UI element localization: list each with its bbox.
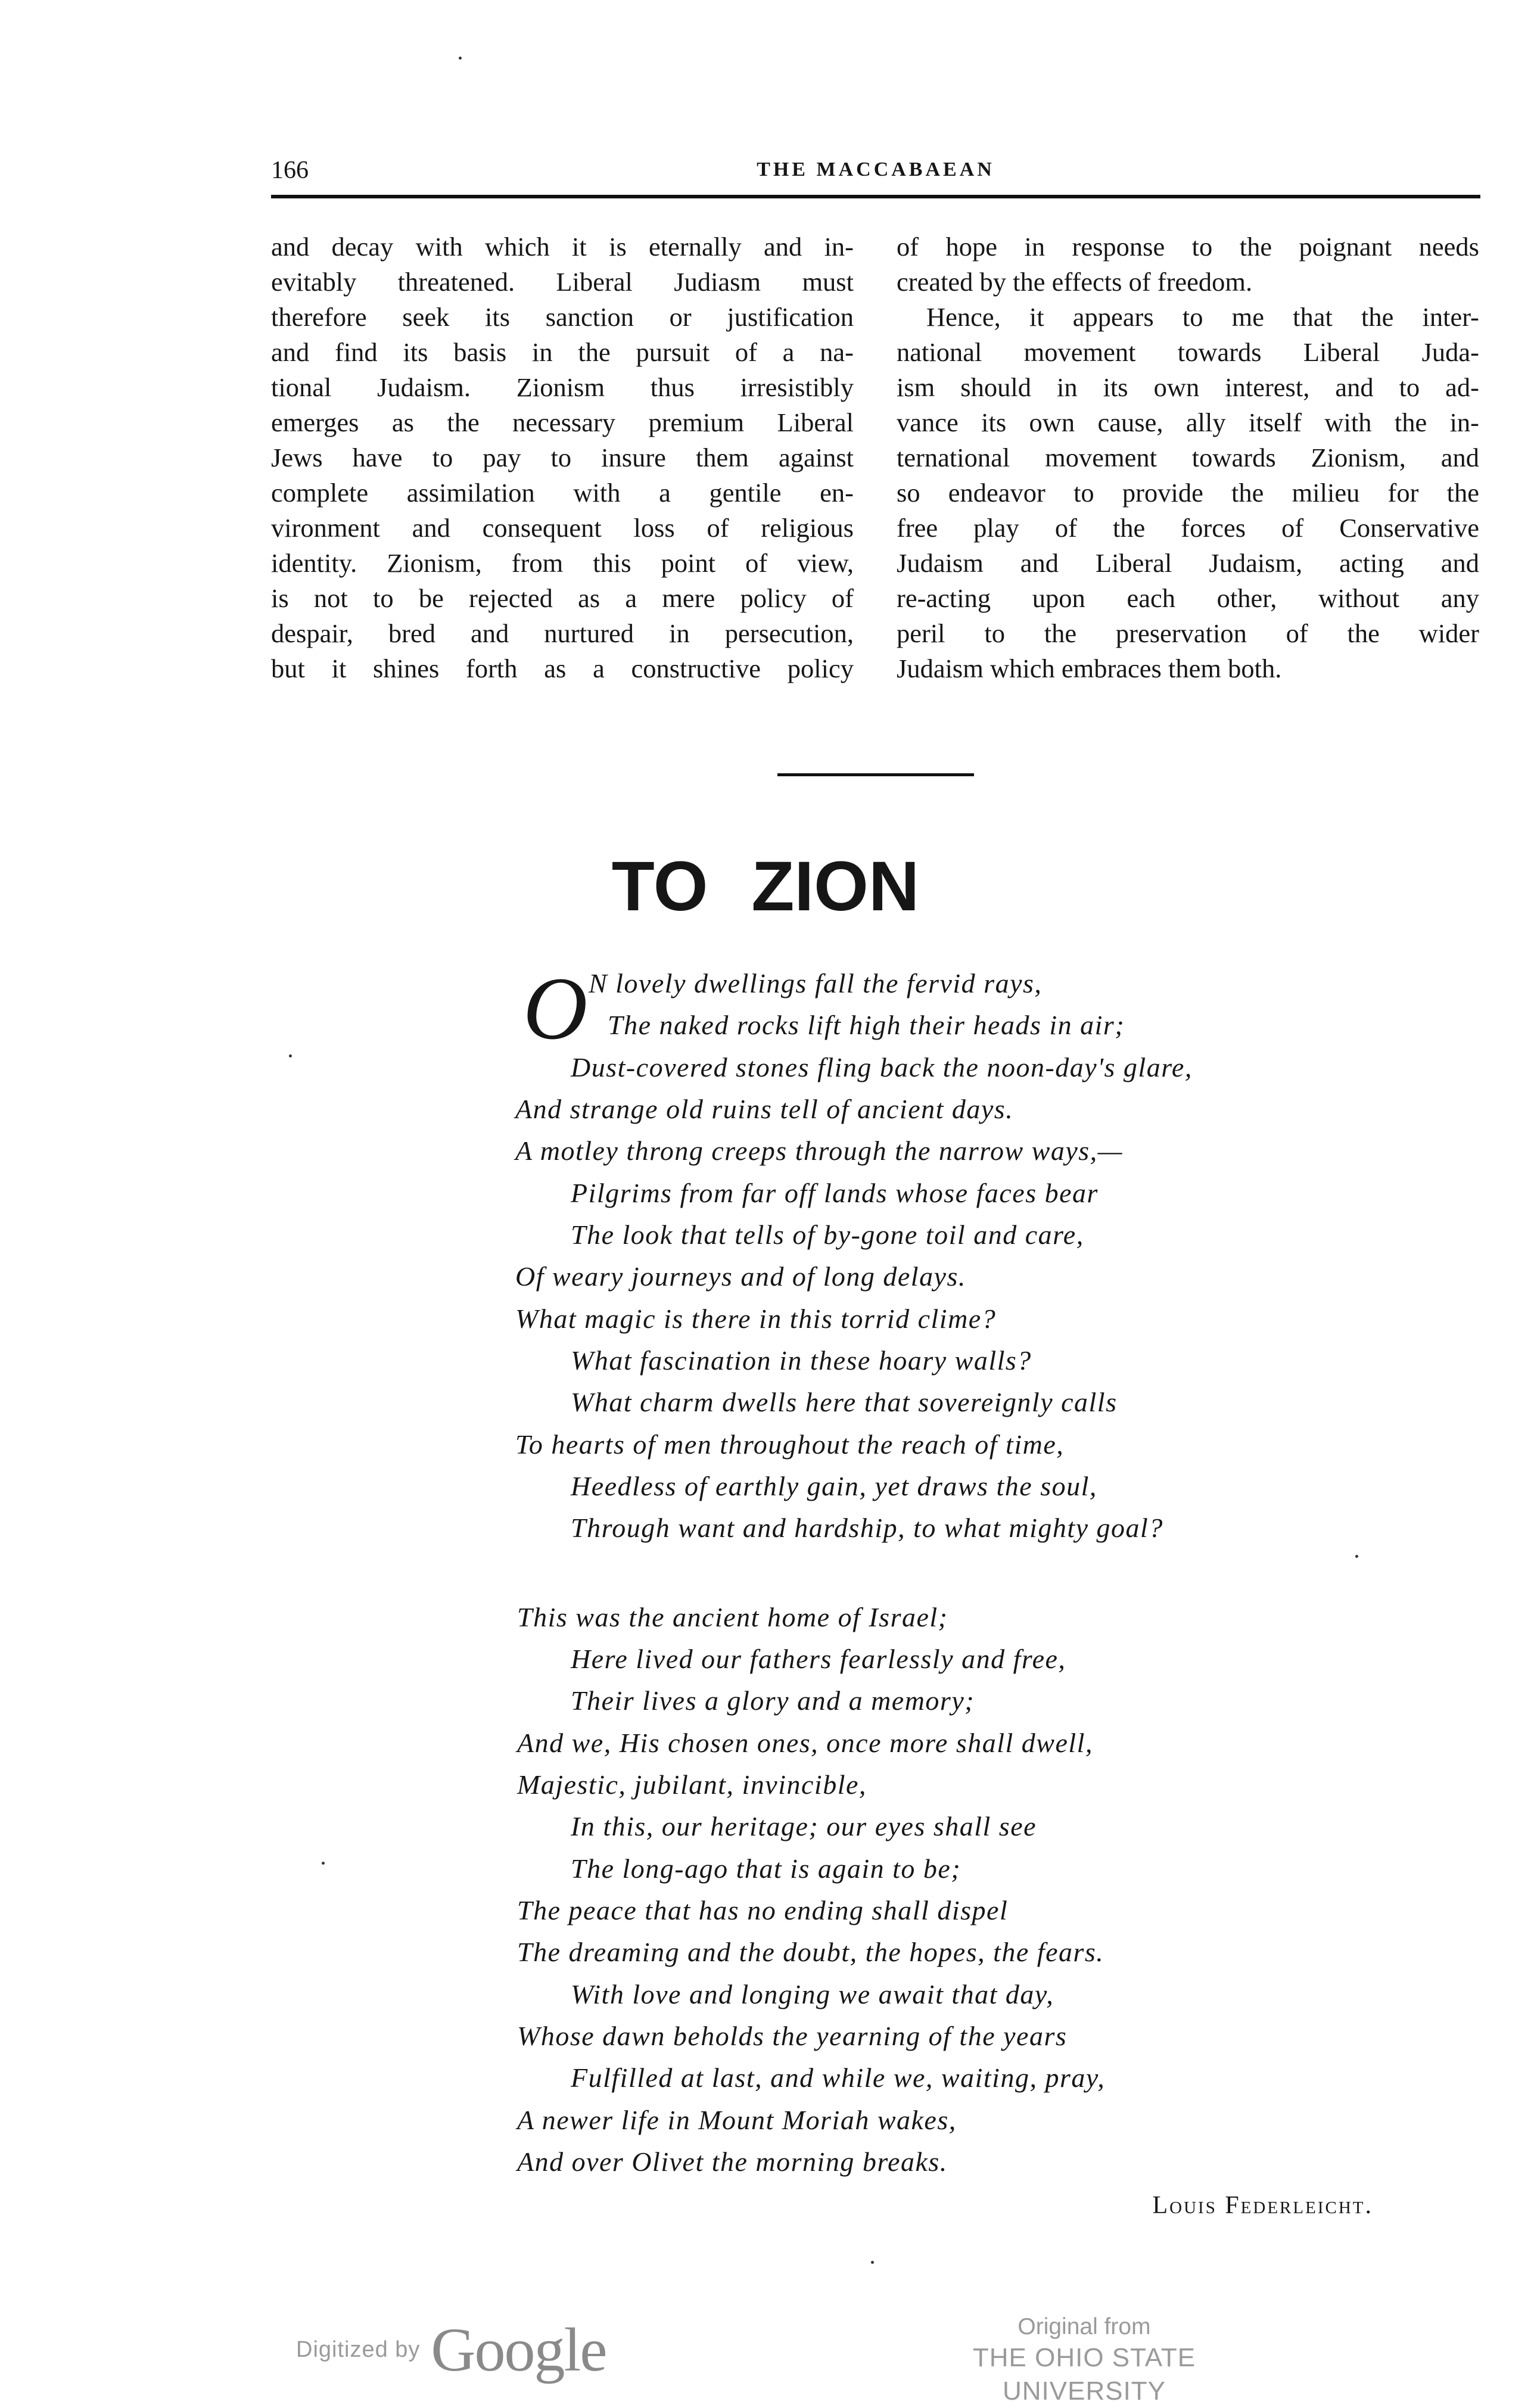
poem-line: The look that tells of by-gone toil and care, xyxy=(571,1219,1084,1250)
text-line: of hope in response to the poignant needs xyxy=(897,232,1479,262)
text-line: ism should in its own interest, and to ad- xyxy=(897,372,1479,402)
poem-line: A newer life in Mount Moriah wakes, xyxy=(517,2105,957,2135)
text-line: free play of the forces of Conservative xyxy=(897,513,1479,543)
poem-line: Whose dawn beholds the yearning of the years xyxy=(517,2021,1068,2051)
poem-line: The long-ago that is again to be; xyxy=(571,1853,961,1884)
text-line: Jews have to pay to insure them against xyxy=(271,443,854,472)
text-line: emerges as the necessary premium Liberal xyxy=(271,407,854,437)
poem-line: What fascination in these hoary walls? xyxy=(571,1345,1032,1376)
text-line: peril to the preservation of the wider xyxy=(897,618,1479,648)
text-line: tional Judaism. Zionism thus irresistibly xyxy=(271,372,854,402)
poem-line: This was the ancient home of Israel; xyxy=(517,1602,948,1632)
text-line: but it shines forth as a constructive policy xyxy=(271,654,854,683)
poem-line: And strange old ruins tell of ancient days. xyxy=(515,1094,1014,1124)
poem-line: To hearts of men throughout the reach of time, xyxy=(515,1429,1065,1460)
poem-line: Heedless of earthly gain, yet draws the soul, xyxy=(571,1471,1097,1501)
poem-line: And we, His chosen ones, once more shall dwell, xyxy=(517,1728,1093,1758)
scan-speck xyxy=(289,1054,292,1057)
poem-line: In this, our heritage; our eyes shall see xyxy=(571,1811,1037,1841)
text-line: vance its own cause, ally itself with the in- xyxy=(897,407,1479,437)
text-line: therefore seek its sanction or justification xyxy=(271,302,854,332)
text-line: Hence, it appears to me that the inter- xyxy=(926,302,1479,332)
scan-speck xyxy=(459,57,462,60)
text-line: created by the effects of freedom. xyxy=(897,267,1253,297)
google-logo: Google xyxy=(431,2316,606,2384)
poem-line: Here lived our fathers fearlessly and free, xyxy=(571,1644,1066,1674)
poem-line: A motley throng creeps through the narrow ways,— xyxy=(515,1135,1124,1166)
text-line: complete assimilation with a gentile en- xyxy=(271,478,854,508)
poem-line: With love and longing we await that day, xyxy=(571,1979,1054,2009)
text-line: and find its basis in the pursuit of a na- xyxy=(271,337,854,367)
poem-line: Dust-covered stones fling back the noon-day's glare, xyxy=(571,1052,1193,1082)
poem-line: Pilgrims from far off lands whose faces bear xyxy=(571,1178,1099,1208)
text-line: so endeavor to provide the milieu for the xyxy=(897,478,1479,508)
text-line: evitably threatened. Liberal Judiasm must xyxy=(271,267,854,297)
poem-title: TO ZION xyxy=(611,847,920,926)
text-line: despair, bred and nurtured in persecution, xyxy=(271,618,854,648)
page-number: 166 xyxy=(271,157,309,184)
scan-speck xyxy=(322,1862,325,1865)
drop-cap: O xyxy=(523,959,588,1058)
poem-line: What magic is there in this torrid clime? xyxy=(515,1303,997,1334)
running-head: THE MACCABAEAN xyxy=(757,158,995,181)
poem-line: Fulfilled at last, and while we, waiting, pray, xyxy=(571,2062,1106,2093)
text-line: is not to be rejected as a mere policy of xyxy=(271,583,854,613)
poem-line: Majestic, jubilant, invincible, xyxy=(517,1769,867,1800)
institution-name: THE OHIO STATE UNIVERSITY xyxy=(972,2343,1196,2406)
poem-line: And over Olivet the morning breaks. xyxy=(517,2146,948,2177)
poem-line: Their lives a glory and a memory; xyxy=(571,1685,975,1716)
original-from-label: Original from xyxy=(1017,2314,1151,2339)
poem-line: Through want and hardship, to what mighty goal? xyxy=(571,1513,1163,1543)
text-line: and decay with which it is eternally and in- xyxy=(271,232,854,262)
poem-line: What charm dwells here that sovereignly calls xyxy=(571,1387,1118,1417)
text-line: re-acting upon each other, without any xyxy=(897,583,1479,613)
poem-line: N lovely dwellings fall the fervid rays, xyxy=(589,968,1043,998)
poem-author: Louis Federleicht. xyxy=(1152,2192,1373,2219)
poem-line: Of weary journeys and of long delays. xyxy=(515,1261,966,1292)
source-attribution xyxy=(894,2313,1275,2408)
text-line: Judaism which embraces them both. xyxy=(897,654,1282,683)
digitized-by-watermark xyxy=(296,2314,606,2385)
poem-line: The peace that has no ending shall dispel xyxy=(517,1895,1009,1925)
text-line: Judaism and Liberal Judaism, acting and xyxy=(897,548,1479,578)
text-line: vironment and consequent loss of religious xyxy=(271,513,854,543)
text-line: ternational movement towards Zionism, and xyxy=(897,443,1479,472)
digitized-by-label: Digitized by xyxy=(296,2337,421,2362)
scan-speck xyxy=(1355,1555,1358,1558)
text-line: identity. Zionism, from this point of view, xyxy=(271,548,854,578)
text-line: national movement towards Liberal Juda- xyxy=(897,337,1479,367)
poem-line: The dreaming and the doubt, the hopes, the fears. xyxy=(517,1937,1104,1967)
scan-speck xyxy=(871,2261,874,2264)
poem-line: The naked rocks lift high their heads in air; xyxy=(608,1010,1125,1040)
